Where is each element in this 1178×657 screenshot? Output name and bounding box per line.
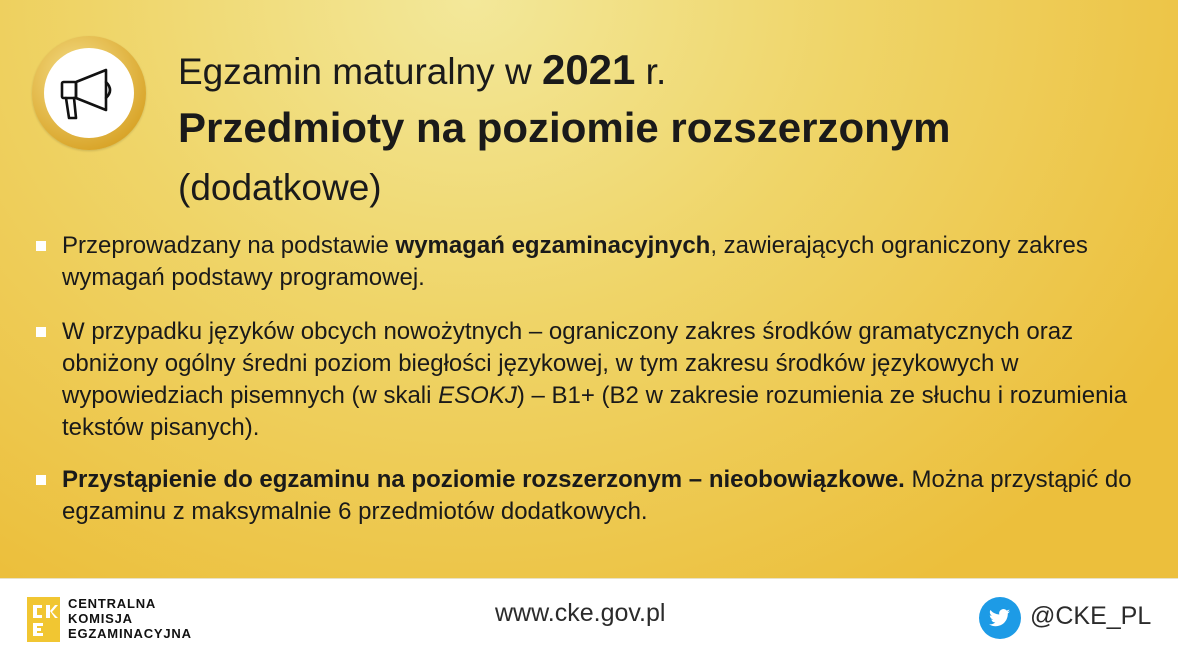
organization-name: CENTRALNA KOMISJA EGZAMINACYJNA: [68, 596, 192, 641]
bold-text: wymagań egzaminacyjnych: [395, 232, 711, 259]
bullet-square-icon: [36, 475, 46, 485]
bold-text: Przystąpienie do egzaminu na poziomie rozszerzonym – nieobowiązkowe.: [62, 466, 905, 493]
cke-logo: [27, 597, 60, 642]
italic-text: ESOKJ: [438, 382, 517, 409]
bullet-list: [36, 230, 1146, 550]
bullet-square-icon: [36, 327, 46, 337]
twitter-bird-icon[interactable]: [979, 597, 1021, 639]
cke-logo-mark-icon: [27, 597, 60, 642]
twitter-handle[interactable]: @CKE_PL: [1030, 602, 1152, 630]
megaphone-icon: [56, 60, 122, 126]
header-line1: [178, 46, 666, 96]
bullet-item-1: Przeprowadzany na podstawie wymagań egzaminacyjnych, zawierających ograniczony zakres wymagań podstawy programowej.: [36, 230, 1146, 294]
bullet-item-3: Przystąpienie do egzaminu na poziomie rozszerzonym – nieobowiązkowe. Można przystąpić do egzaminu z maksymalnie 6 przedmiotów dodatkowych.: [36, 464, 1146, 528]
header-prefix: Egzamin maturalny w: [178, 51, 542, 92]
footer: [0, 578, 1178, 657]
page-subtitle: (dodatkowe): [178, 167, 382, 208]
bullet-item-2: W przypadku języków obcych nowożytnych – ograniczony zakres środków gramatycznych oraz obniżony ogólny średni poziom biegłości językowej, w tym zakresu środków językowych w wypowiedziach pisemnych (w skali ESOKJ) – B1+ (B2 w zakresie rozumienia ze słuchu i rozumienia tekstów pisanych).: [36, 316, 1146, 444]
megaphone-badge: [32, 36, 146, 150]
bullet-square-icon: [36, 241, 46, 251]
header-suffix: r.: [635, 51, 667, 92]
website-link[interactable]: www.cke.gov.pl: [495, 599, 666, 627]
header-year: 2021: [541, 46, 636, 93]
page-title: Przedmioty na poziomie rozszerzonym: [178, 104, 951, 151]
